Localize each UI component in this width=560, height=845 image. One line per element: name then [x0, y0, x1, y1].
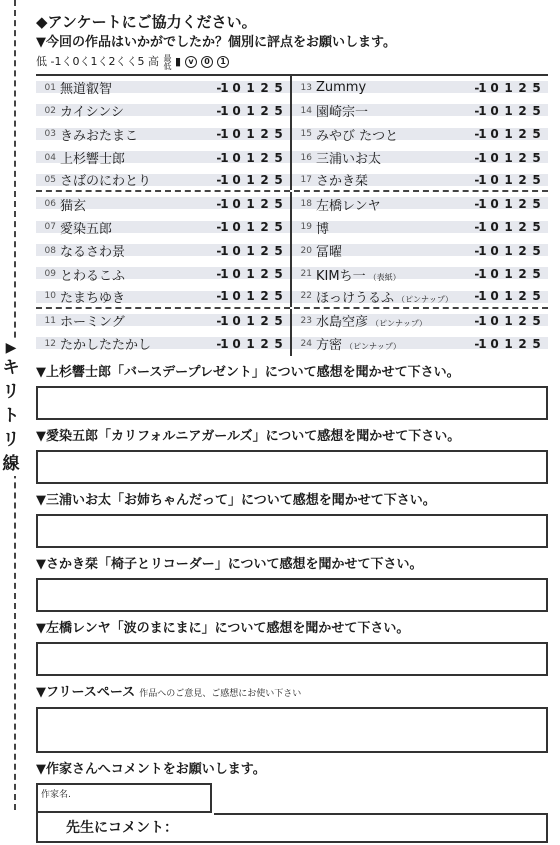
author-name: カイシンシ	[60, 105, 124, 121]
rating-cell	[292, 332, 548, 355]
entry-name	[60, 265, 216, 284]
entry-note: （ピンナップ）	[371, 319, 427, 329]
rating-option[interactable]: -1	[474, 127, 486, 142]
rating-option[interactable]: 2	[260, 103, 268, 118]
entry-name	[316, 241, 474, 260]
author-name: 園崎宗一	[316, 105, 369, 121]
rating-cell	[292, 146, 548, 169]
rating-option[interactable]: 0	[490, 197, 498, 212]
rating-option[interactable]: -1	[216, 150, 228, 165]
rating-cell	[36, 216, 292, 239]
rating-option[interactable]: 5	[532, 127, 540, 142]
rating-scale	[216, 314, 284, 328]
author-name: 無道叡智	[60, 82, 113, 98]
rating-option[interactable]: 1	[246, 80, 254, 95]
table-row	[36, 332, 548, 355]
author-name: Zummy	[316, 80, 367, 96]
table-row	[36, 76, 548, 99]
rating-cell	[36, 123, 292, 146]
rating-option[interactable]: 2	[260, 289, 268, 304]
rating-option[interactable]: 1	[246, 313, 254, 328]
rating-cell	[292, 76, 548, 99]
rating-option[interactable]: -1	[216, 103, 228, 118]
rating-option[interactable]: 5	[274, 289, 282, 304]
rating-option[interactable]: 5	[274, 150, 282, 165]
cut-triangle-icon: ▶	[5, 340, 17, 356]
author-name: 冨曜	[316, 245, 343, 261]
cut-char: リ	[2, 430, 20, 450]
rating-option[interactable]: 0	[490, 313, 498, 328]
entry-number: 04	[44, 152, 56, 163]
rating-scale	[216, 81, 284, 95]
entry-name	[316, 148, 474, 167]
author-name: きみおたまこ	[60, 128, 139, 144]
rating-option[interactable]: 0	[232, 313, 240, 328]
rating-option[interactable]: 2	[260, 313, 268, 328]
author-name: ほっけうるふ	[316, 290, 395, 306]
rating-option[interactable]: 0	[490, 127, 498, 142]
table-row	[36, 146, 548, 169]
rating-scale	[216, 127, 284, 141]
rating-option[interactable]: 5	[274, 267, 282, 282]
rating-option[interactable]: 5	[274, 220, 282, 235]
answer-box[interactable]	[36, 642, 548, 676]
rating-option[interactable]: -1	[216, 243, 228, 258]
rating-option[interactable]: 5	[274, 127, 282, 142]
rating-option[interactable]: 2	[518, 243, 526, 258]
rating-option[interactable]: 5	[532, 80, 540, 95]
rating-option[interactable]: 0	[490, 220, 498, 235]
rating-option[interactable]: 0	[490, 243, 498, 258]
rating-cell	[36, 76, 292, 99]
table-row	[36, 99, 548, 122]
rating-option[interactable]: -1	[216, 313, 228, 328]
rating-option[interactable]: 2	[518, 127, 526, 142]
rating-option[interactable]: 1	[504, 336, 512, 351]
rating-cell	[292, 309, 548, 332]
entry-number: 10	[44, 291, 56, 302]
entry-number: 15	[300, 129, 312, 140]
rating-option[interactable]: 2	[260, 127, 268, 142]
rating-option[interactable]: -1	[216, 80, 228, 95]
rating-option[interactable]: 2	[518, 313, 526, 328]
rating-option[interactable]: -1	[216, 220, 228, 235]
rating-cell	[36, 192, 292, 215]
cut-char: キ	[2, 358, 20, 378]
rating-option[interactable]: 0	[490, 336, 498, 351]
rating-option[interactable]: 2	[260, 243, 268, 258]
rating-option[interactable]: 1	[246, 127, 254, 142]
rating-option[interactable]: 5	[274, 80, 282, 95]
rating-option[interactable]: -1	[216, 197, 228, 212]
rating-option[interactable]: 1	[504, 172, 512, 187]
legend-circle-icon: v	[185, 56, 197, 68]
rating-scale	[474, 197, 542, 211]
rating-cell	[36, 332, 292, 355]
rating-scale	[216, 289, 284, 303]
rating-cell	[36, 239, 292, 262]
entry-number: 05	[44, 174, 56, 185]
author-name: 左橋レンヤ	[316, 198, 381, 214]
rating-option[interactable]: 0	[232, 289, 240, 304]
author-name: たかしたたかし	[60, 338, 152, 354]
entry-name	[316, 334, 474, 353]
entry-number: 21	[300, 269, 312, 280]
comment-label: 先生にコメント：	[66, 819, 178, 836]
rating-cell	[36, 286, 292, 307]
entry-name	[316, 170, 474, 189]
rating-cell	[36, 262, 292, 285]
entry-number: 06	[44, 199, 56, 210]
rating-option[interactable]: 1	[246, 197, 254, 212]
rating-option[interactable]: 5	[532, 103, 540, 118]
rating-option[interactable]: -1	[474, 313, 486, 328]
author-name: 水島空彦	[316, 315, 369, 331]
free-space-heading	[36, 684, 548, 703]
entry-number: 01	[44, 82, 56, 93]
entry-number: 23	[300, 315, 312, 326]
entry-note: （表紙）	[368, 272, 401, 282]
entry-number: 12	[44, 338, 56, 349]
rating-option[interactable]: -1	[474, 289, 486, 304]
rating-option[interactable]: 0	[232, 243, 240, 258]
rating-cell	[292, 262, 548, 285]
entry-name	[60, 218, 216, 237]
entry-number: 24	[300, 338, 312, 349]
legend-circle-icon: 0	[201, 56, 213, 68]
author-name: 三浦いお太	[316, 152, 382, 168]
entry-number: 09	[44, 269, 56, 280]
rating-option[interactable]: -1	[474, 197, 486, 212]
rating-legend	[36, 54, 548, 70]
table-row	[36, 123, 548, 146]
entry-number: 20	[300, 245, 312, 256]
rating-instruction: ▼今回の作品はいかがでしたか？個別に評点をお願いします。	[36, 35, 396, 50]
rating-option[interactable]: 0	[490, 289, 498, 304]
rating-cell	[292, 169, 548, 190]
author-name: たまちゆき	[60, 290, 126, 306]
rating-option[interactable]: 5	[274, 243, 282, 258]
rating-option[interactable]: 1	[504, 197, 512, 212]
question-heading: ▼愛染五郎「カリフォルニアガールズ」について感想を聞かせて下さい。	[36, 428, 461, 444]
rating-scale	[216, 104, 284, 118]
rating-scale	[216, 151, 284, 165]
rating-option[interactable]: 1	[246, 172, 254, 187]
entry-number: 03	[44, 129, 56, 140]
rating-cell	[36, 146, 292, 169]
question-heading: ▼左橋レンヤ「波のまにまに」について感想を聞かせて下さい。	[36, 620, 410, 636]
survey-form	[36, 12, 548, 845]
rating-scale	[474, 104, 542, 118]
rating-option[interactable]: 5	[274, 313, 282, 328]
rating-scale	[474, 314, 542, 328]
rating-cell	[36, 99, 292, 122]
entry-number: 14	[300, 105, 312, 116]
entry-number: 13	[300, 82, 312, 93]
rating-option[interactable]: 2	[518, 172, 526, 187]
rating-option[interactable]: 1	[504, 267, 512, 282]
cut-char: ト	[2, 406, 20, 426]
rating-option[interactable]: 0	[232, 80, 240, 95]
rating-scale	[474, 244, 542, 258]
entry-name	[316, 287, 474, 306]
rating-scale	[216, 244, 284, 258]
entry-name	[316, 218, 474, 237]
rating-option[interactable]: 1	[504, 289, 512, 304]
rating-option[interactable]: -1	[474, 150, 486, 165]
comment-box[interactable]	[214, 813, 548, 843]
rating-option[interactable]: 1	[504, 220, 512, 235]
legend-bar-icon: ▮	[174, 55, 182, 68]
rating-option[interactable]: 5	[274, 103, 282, 118]
answer-box[interactable]	[36, 386, 548, 420]
rating-option[interactable]: 0	[232, 172, 240, 187]
rating-scale	[474, 289, 542, 303]
free-space-box[interactable]	[36, 707, 548, 753]
entry-number: 08	[44, 245, 56, 256]
rating-option[interactable]: -1	[216, 289, 228, 304]
rating-scale	[216, 337, 284, 351]
rating-option[interactable]: 5	[274, 197, 282, 212]
rating-option[interactable]: 5	[532, 336, 540, 351]
rating-scale	[474, 337, 542, 351]
author-name: 上杉響士郎	[60, 152, 126, 168]
rating-option[interactable]: 5	[532, 313, 540, 328]
rating-option[interactable]: 0	[490, 80, 498, 95]
rating-option[interactable]: 5	[532, 172, 540, 187]
author-name: 方密	[316, 338, 343, 354]
cut-char: 線	[2, 454, 20, 474]
entry-note: （ピンナップ）	[345, 342, 401, 352]
question-heading: ▼さかき栞「椅子とリコーダー」について感想を聞かせて下さい。	[36, 556, 423, 572]
entry-number: 18	[300, 199, 312, 210]
entry-name	[60, 195, 216, 214]
rating-option[interactable]: 5	[532, 197, 540, 212]
author-name-field[interactable]	[36, 783, 212, 813]
rating-option[interactable]: 1	[246, 289, 254, 304]
rating-option[interactable]: 0	[490, 150, 498, 165]
author-comment-area	[36, 783, 548, 845]
author-name: KIMち一	[316, 268, 366, 284]
rating-option[interactable]: -1	[474, 220, 486, 235]
entry-name	[60, 78, 216, 97]
rating-option[interactable]: 2	[518, 289, 526, 304]
answer-box[interactable]	[36, 450, 548, 484]
rating-scale	[474, 81, 542, 95]
rating-scale	[216, 220, 284, 234]
rating-option[interactable]: 2	[518, 220, 526, 235]
answer-box[interactable]	[36, 514, 548, 548]
rating-table	[36, 74, 548, 356]
rating-option[interactable]: 5	[274, 336, 282, 351]
rating-option[interactable]: 2	[260, 197, 268, 212]
rating-cell	[292, 286, 548, 307]
rating-cell	[292, 216, 548, 239]
entry-number: 11	[44, 315, 56, 326]
rating-option[interactable]: 5	[274, 172, 282, 187]
rating-cell	[292, 123, 548, 146]
rating-option[interactable]: 5	[532, 289, 540, 304]
rating-option[interactable]: 0	[490, 103, 498, 118]
rating-option[interactable]: 1	[246, 220, 254, 235]
entry-name	[316, 101, 474, 120]
entry-number: 07	[44, 222, 56, 233]
author-name: なるさわ景	[60, 245, 126, 261]
rating-option[interactable]: -1	[216, 172, 228, 187]
rating-option[interactable]: 1	[504, 243, 512, 258]
cut-label	[0, 340, 22, 476]
rating-option[interactable]: 0	[232, 220, 240, 235]
rating-option[interactable]: 1	[504, 80, 512, 95]
rating-cell	[292, 192, 548, 215]
rating-scale	[216, 173, 284, 187]
table-row	[36, 309, 548, 332]
rating-option[interactable]: 5	[532, 220, 540, 235]
entry-number: 02	[44, 105, 56, 116]
rating-option[interactable]: -1	[216, 267, 228, 282]
rating-option[interactable]: 1	[246, 150, 254, 165]
rating-option[interactable]: 1	[246, 336, 254, 351]
rating-option[interactable]: -1	[474, 267, 486, 282]
entry-name	[316, 311, 474, 330]
rating-option[interactable]: 2	[518, 336, 526, 351]
rating-option[interactable]: 1	[504, 150, 512, 165]
rating-cell	[292, 239, 548, 262]
rating-option[interactable]: 2	[260, 336, 268, 351]
rating-option[interactable]: 0	[232, 127, 240, 142]
cut-char: リ	[2, 382, 20, 402]
rating-option[interactable]: 5	[532, 150, 540, 165]
author-name: 愛染五郎	[60, 221, 113, 237]
rating-option[interactable]: 2	[260, 150, 268, 165]
table-row	[36, 286, 548, 309]
entry-number: 16	[300, 152, 312, 163]
rating-option[interactable]: 0	[232, 267, 240, 282]
author-name: とわるこふ	[60, 268, 126, 284]
rating-option[interactable]: 2	[260, 172, 268, 187]
rating-option[interactable]: 0	[232, 336, 240, 351]
table-row	[36, 192, 548, 215]
legend-small-a: 最低	[162, 54, 172, 70]
author-name: さばのにわとり	[60, 174, 152, 190]
rating-option[interactable]: -1	[216, 127, 228, 142]
rating-option[interactable]: 2	[518, 150, 526, 165]
rating-scale	[474, 220, 542, 234]
rating-option[interactable]: 0	[490, 267, 498, 282]
rating-option[interactable]: -1	[474, 172, 486, 187]
entry-name	[316, 195, 474, 214]
author-name: ホーミング	[60, 315, 125, 331]
rating-option[interactable]: -1	[216, 336, 228, 351]
rating-option[interactable]: 1	[504, 127, 512, 142]
table-row	[36, 216, 548, 239]
author-name: みやび たつと	[316, 128, 399, 144]
rating-option[interactable]: 5	[532, 243, 540, 258]
rating-option[interactable]: 2	[518, 267, 526, 282]
author-name: さかき栞	[316, 174, 369, 190]
rating-option[interactable]: 2	[518, 197, 526, 212]
rating-scale	[216, 267, 284, 281]
rating-option[interactable]: 2	[518, 103, 526, 118]
table-row	[36, 169, 548, 192]
rating-option[interactable]: 2	[260, 220, 268, 235]
rating-option[interactable]: -1	[474, 80, 486, 95]
entry-number: 17	[300, 174, 312, 185]
rating-cell	[292, 99, 548, 122]
rating-cell	[36, 169, 292, 190]
rating-option[interactable]: 1	[246, 243, 254, 258]
author-name: 猫玄	[60, 198, 87, 214]
rating-scale	[474, 173, 542, 187]
rating-option[interactable]: 1	[246, 103, 254, 118]
question-heading: ▼三浦いお太「お姉ちゃんだって」について感想を聞かせて下さい。	[36, 492, 436, 508]
entry-number: 19	[300, 222, 312, 233]
rating-scale	[216, 197, 284, 211]
entry-name	[316, 80, 474, 95]
question-heading: ▼上杉響士郎「バースデープレゼント」について感想を聞かせて下さい。	[36, 364, 460, 380]
entry-name	[60, 101, 216, 120]
entry-note: （ピンナップ）	[397, 294, 453, 304]
legend-text: 低 -1く0く1く2くく5 高	[36, 55, 159, 68]
answer-box[interactable]	[36, 578, 548, 612]
entry-number: 22	[300, 291, 312, 302]
rating-option[interactable]: 2	[260, 267, 268, 282]
author-comment-heading: ▼作家さんへコメントをお願いします。	[36, 761, 266, 777]
rating-option[interactable]: -1	[474, 336, 486, 351]
entry-name	[60, 241, 216, 260]
entry-name	[60, 311, 216, 330]
free-space-title: ▼フリースペース	[36, 684, 136, 700]
rating-cell	[36, 309, 292, 332]
table-row	[36, 262, 548, 285]
rating-option[interactable]: 1	[504, 313, 512, 328]
entry-name	[60, 148, 216, 167]
author-name-label: 作家名.	[41, 789, 71, 800]
free-space-note: 作品へのご意見、ご感想にお使い下さい	[139, 688, 302, 699]
rating-option[interactable]: -1	[474, 103, 486, 118]
rating-option[interactable]: 0	[232, 150, 240, 165]
rating-option[interactable]: -1	[474, 243, 486, 258]
entry-name	[60, 334, 216, 353]
rating-option[interactable]: 1	[246, 267, 254, 282]
rating-option[interactable]: 0	[490, 172, 498, 187]
author-name: 博	[316, 221, 330, 237]
rating-scale	[474, 267, 542, 281]
entry-name	[316, 125, 474, 144]
entry-name	[316, 265, 474, 284]
rating-option[interactable]: 5	[532, 267, 540, 282]
rating-option[interactable]: 2	[518, 80, 526, 95]
entry-name	[60, 170, 216, 189]
table-row	[36, 239, 548, 262]
rating-option[interactable]: 1	[504, 103, 512, 118]
rating-scale	[474, 127, 542, 141]
rating-option[interactable]: 0	[232, 103, 240, 118]
rating-option[interactable]: 2	[260, 80, 268, 95]
survey-title: ◆アンケートにご協力ください。	[36, 13, 257, 31]
entry-name	[60, 287, 216, 306]
rating-option[interactable]: 0	[232, 197, 240, 212]
legend-circle-icon: 1	[217, 56, 229, 68]
entry-name	[60, 125, 216, 144]
rating-scale	[474, 151, 542, 165]
